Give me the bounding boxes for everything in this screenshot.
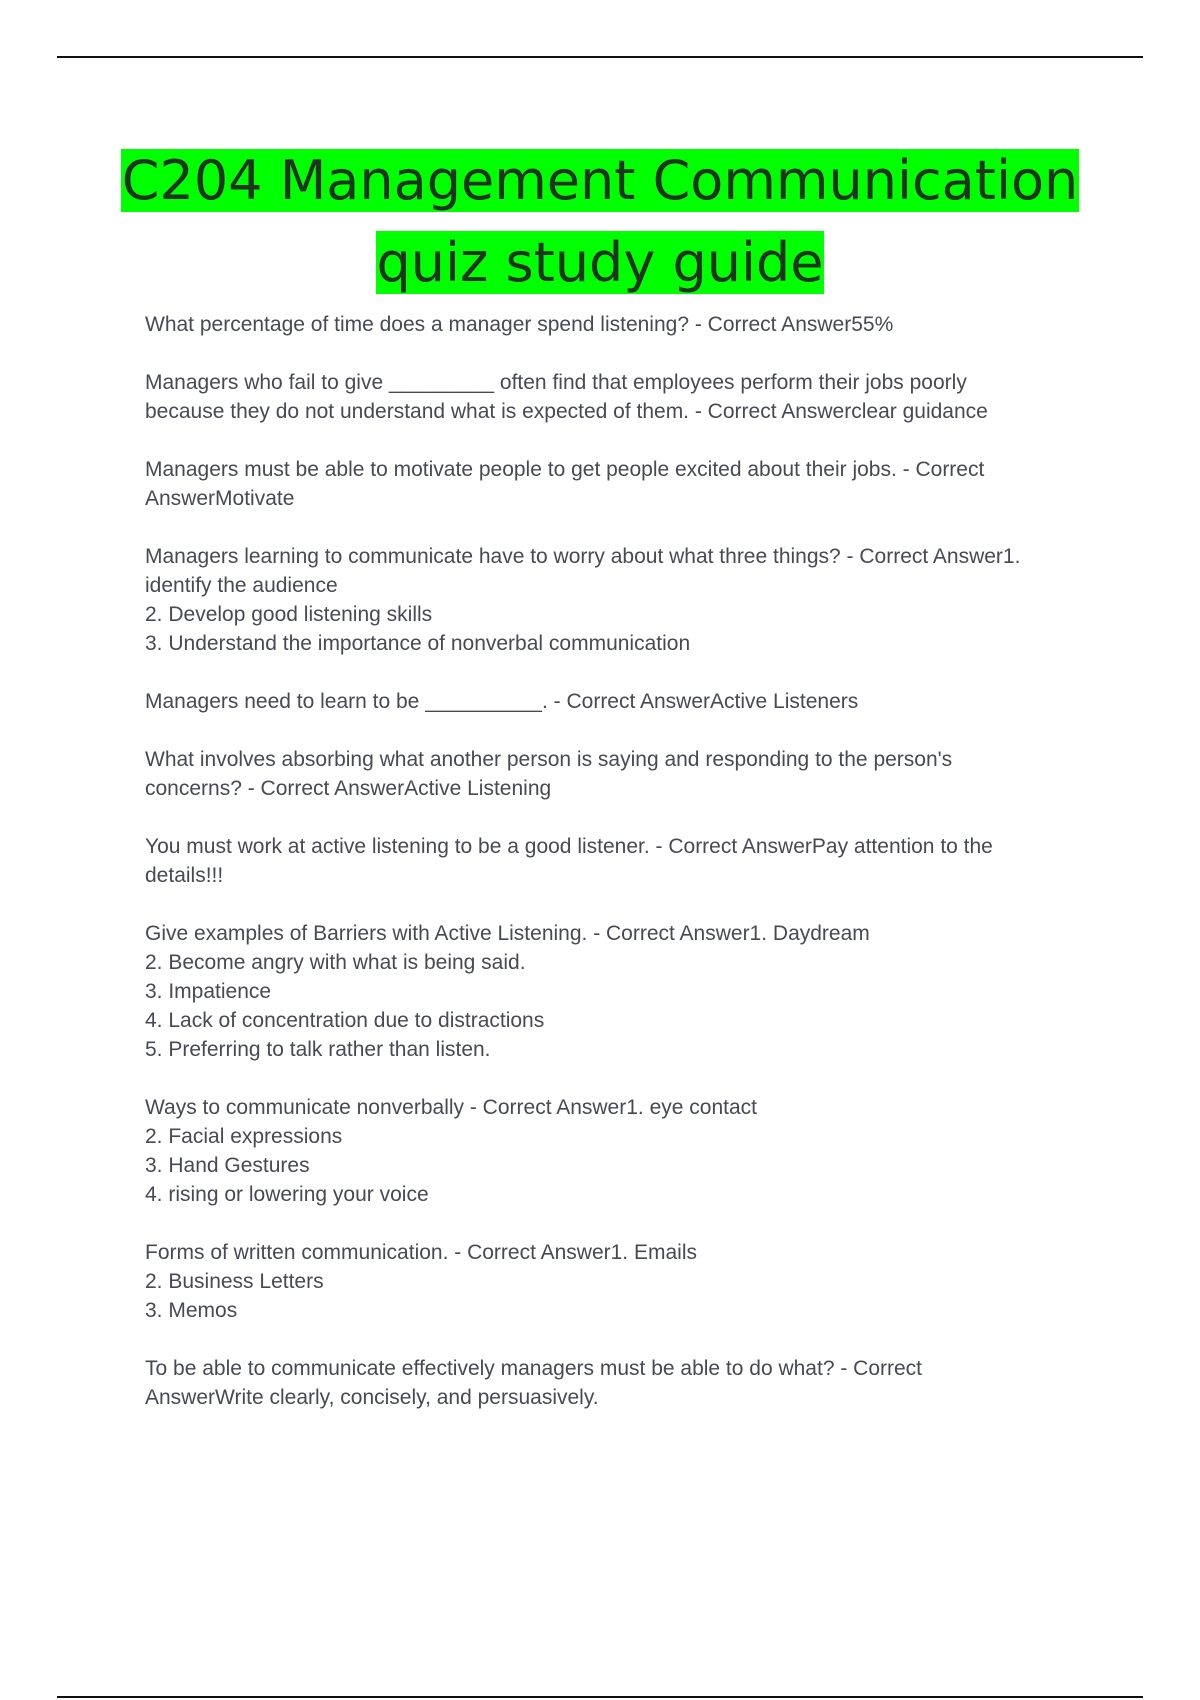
qa-line: 5. Preferring to talk rather than listen.: [145, 1038, 491, 1061]
qa-line: You must work at active listening to be a good listener. - Correct AnswerPay attention to the: [145, 835, 993, 858]
qa-line: Managers learning to communicate have to worry about what three things? - Correct Answer1.: [145, 545, 1021, 568]
qa-line: 3. Hand Gestures: [145, 1154, 310, 1177]
qa-item: [145, 919, 1085, 1064]
qa-line: 2. Business Letters: [145, 1270, 324, 1293]
qa-item: [145, 1093, 1085, 1209]
qa-line: Managers who fail to give _________ often find that employees perform their jobs poorly: [145, 371, 967, 394]
qa-line: Managers need to learn to be __________. - Correct AnswerActive Listeners: [145, 690, 859, 713]
footer-divider: [57, 1696, 1143, 1698]
qa-item: [145, 832, 1085, 890]
qa-line: Forms of written communication. - Correct Answer1. Emails: [145, 1241, 697, 1264]
title-line-1: C204 Management Communication: [121, 149, 1079, 212]
qa-line: 3. Memos: [145, 1299, 238, 1322]
qa-line: 3. Impatience: [145, 980, 272, 1003]
qa-line: 2. Develop good listening skills: [145, 603, 433, 626]
qa-line: identify the audience: [145, 574, 338, 597]
qa-item: [145, 455, 1085, 513]
qa-line: Give examples of Barriers with Active Listening. - Correct Answer1. Daydream: [145, 922, 870, 945]
qa-line: 2. Become angry with what is being said.: [145, 951, 526, 974]
qa-item: [145, 542, 1085, 658]
qa-line: because they do not understand what is expected of them. - Correct Answerclear guidance: [145, 400, 988, 423]
qa-line: Ways to communicate nonverbally - Correct Answer1. eye contact: [145, 1096, 757, 1119]
qa-line: details!!!: [145, 864, 224, 887]
qa-line: Managers must be able to motivate people to get people excited about their jobs. - Correct: [145, 458, 985, 481]
qa-line: AnswerMotivate: [145, 487, 295, 510]
qa-list: [145, 310, 1085, 1441]
qa-item: [145, 687, 1085, 716]
qa-line: 4. rising or lowering your voice: [145, 1183, 429, 1206]
qa-line: To be able to communicate effectively managers must be able to do what? - Correct: [145, 1357, 923, 1380]
qa-item: [145, 310, 1085, 339]
document-title: [0, 140, 1200, 304]
qa-line: What percentage of time does a manager spend listening? - Correct Answer55%: [145, 313, 894, 336]
qa-line: 3. Understand the importance of nonverbal communication: [145, 632, 691, 655]
qa-line: 2. Facial expressions: [145, 1125, 343, 1148]
qa-line: What involves absorbing what another person is saying and responding to the person's: [145, 748, 953, 771]
qa-item: [145, 368, 1085, 426]
header-divider: [57, 56, 1143, 58]
qa-line: concerns? - Correct AnswerActive Listening: [145, 777, 552, 800]
qa-line: 4. Lack of concentration due to distractions: [145, 1009, 545, 1032]
qa-item: [145, 745, 1085, 803]
qa-item: [145, 1354, 1085, 1412]
title-line-2: quiz study guide: [376, 231, 824, 294]
qa-item: [145, 1238, 1085, 1325]
qa-line: AnswerWrite clearly, concisely, and persuasively.: [145, 1386, 599, 1409]
